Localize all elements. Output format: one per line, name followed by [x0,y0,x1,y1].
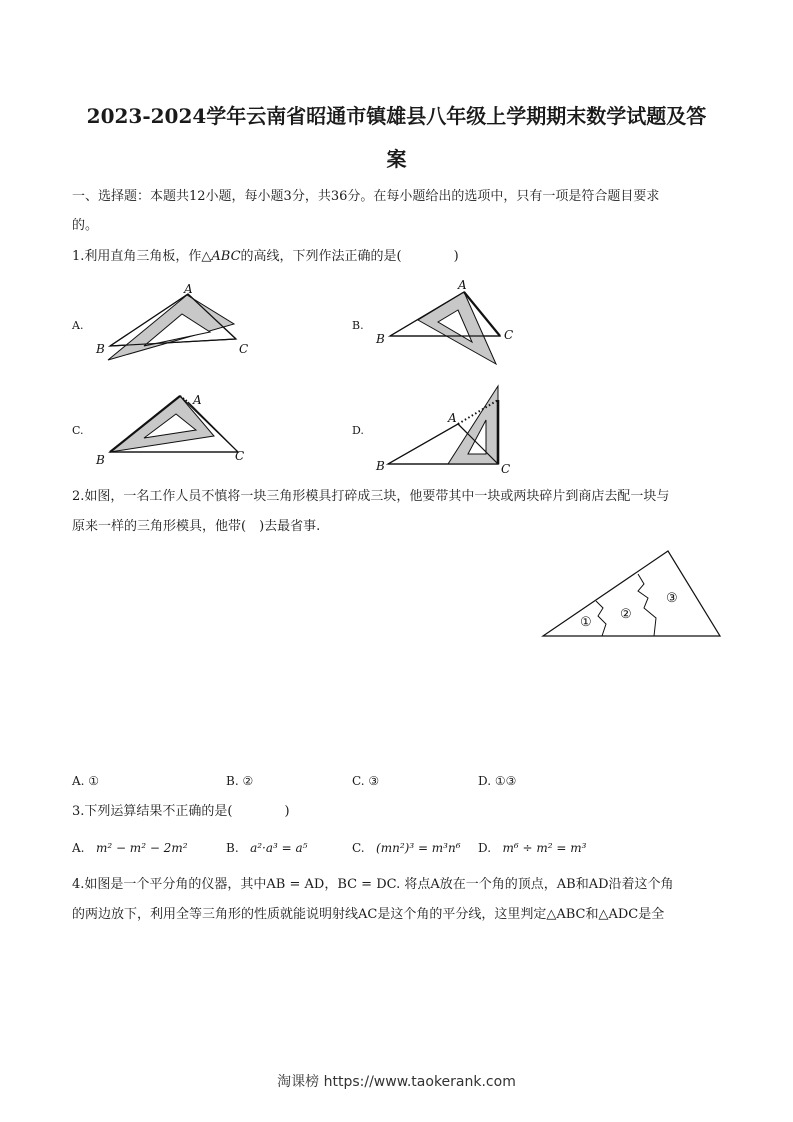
q2-piece-1: ① [580,615,592,630]
q1-stem [72,250,459,263]
q1-option-c-label: C. [72,424,84,437]
q3-option-a [72,842,188,854]
section-instructions-line1: 一、选择题：本题共12小题，每小题3分，共36分。在每小题给出的选项中，只有一项是符合题目要求 [72,189,660,204]
q3-option-a-expr: m² − m² − 2m² [95,841,188,855]
q2-stem-line1: 2.如图，一名工作人员不慎将一块三角形模具打碎成三块，他要带其中一块或两块碎片到商店去配一块与 [72,489,670,504]
footer-watermark: 淘课榜 https://www.taokerank.com [277,1074,516,1090]
q2-piece-3: ③ [666,591,678,606]
q3-option-c-label: C. [352,841,365,855]
q3-option-b-expr: a²·a³ = a⁵ [250,841,308,855]
q1-figure-d [372,380,532,476]
q1-figure-b [372,276,532,366]
q1c-label-c: C [235,449,245,463]
q2-option-a: A. ① [72,774,100,788]
q1-stem-suffix: 的高线，下列作法正确的是( ) [240,249,459,264]
q3-option-d-label: D. [478,841,492,855]
q1-stem-math: △ABC [201,249,241,264]
q3-option-c-expr: (mn²)³ = m³n⁶ [376,841,461,855]
q1a-label-c: C [239,342,249,356]
q1-figure-c [92,388,262,470]
q4-stem-line2: 的两边放下，利用全等三角形的性质就能说明射线AC是这个角的平分线，这里判定△ABC和△ADC是全 [72,907,665,922]
q3-stem: 3.下列运算结果不正确的是( ) [72,804,290,819]
q1d-label-a: A [448,411,457,425]
q2-triangle-outline [543,551,720,636]
q2-option-b: B. ② [226,774,254,788]
q3-option-b-label: B. [226,841,239,855]
q1-option-d-label: D. [352,424,364,437]
q2-option-d: D. ①③ [478,774,517,788]
q3-option-c [352,842,461,854]
page-title-line1: 2023-2024学年云南省昭通市镇雄县八年级上学期期末数学试题及答 [86,104,707,128]
q2-broken-triangle-figure [540,548,726,642]
q1-option-a-label: A. [72,319,84,332]
q1d-label-c: C [501,462,511,476]
q1b-label-a: A [458,278,467,292]
q3-option-d-expr: m⁶ ÷ m² = m³ [502,841,587,855]
q1b-label-c: C [504,328,514,342]
q2-stem-line2: 原来一样的三角形模具，他带( )去最省事. [72,519,321,534]
q2-piece-2: ② [620,607,632,622]
q1d-label-b: B [376,459,385,473]
q1-option-b-label: B. [352,319,364,332]
q1c-label-b: B [96,453,105,467]
q1a-label-a: A [184,282,193,296]
section-instructions-line2: 的。 [72,218,99,233]
q3-option-a-label: A. [72,841,85,855]
q3-option-d [478,842,586,854]
q1c-label-a: A [193,393,202,407]
q1-figure-a [92,282,262,362]
page-title-line2: 案 [386,147,407,171]
q1-stem-prefix: 1.利用直角三角板，作 [72,249,202,264]
q1a-label-b: B [96,342,105,356]
q3-option-b [226,842,308,854]
q4-stem-line1: 4.如图是一个平分角的仪器，其中AB = AD，BC = DC. 将点A放在一个角的顶点，AB和AD沿着这个角 [72,877,674,892]
q1b-label-b: B [376,332,385,346]
q2-option-c: C. ③ [352,774,380,788]
